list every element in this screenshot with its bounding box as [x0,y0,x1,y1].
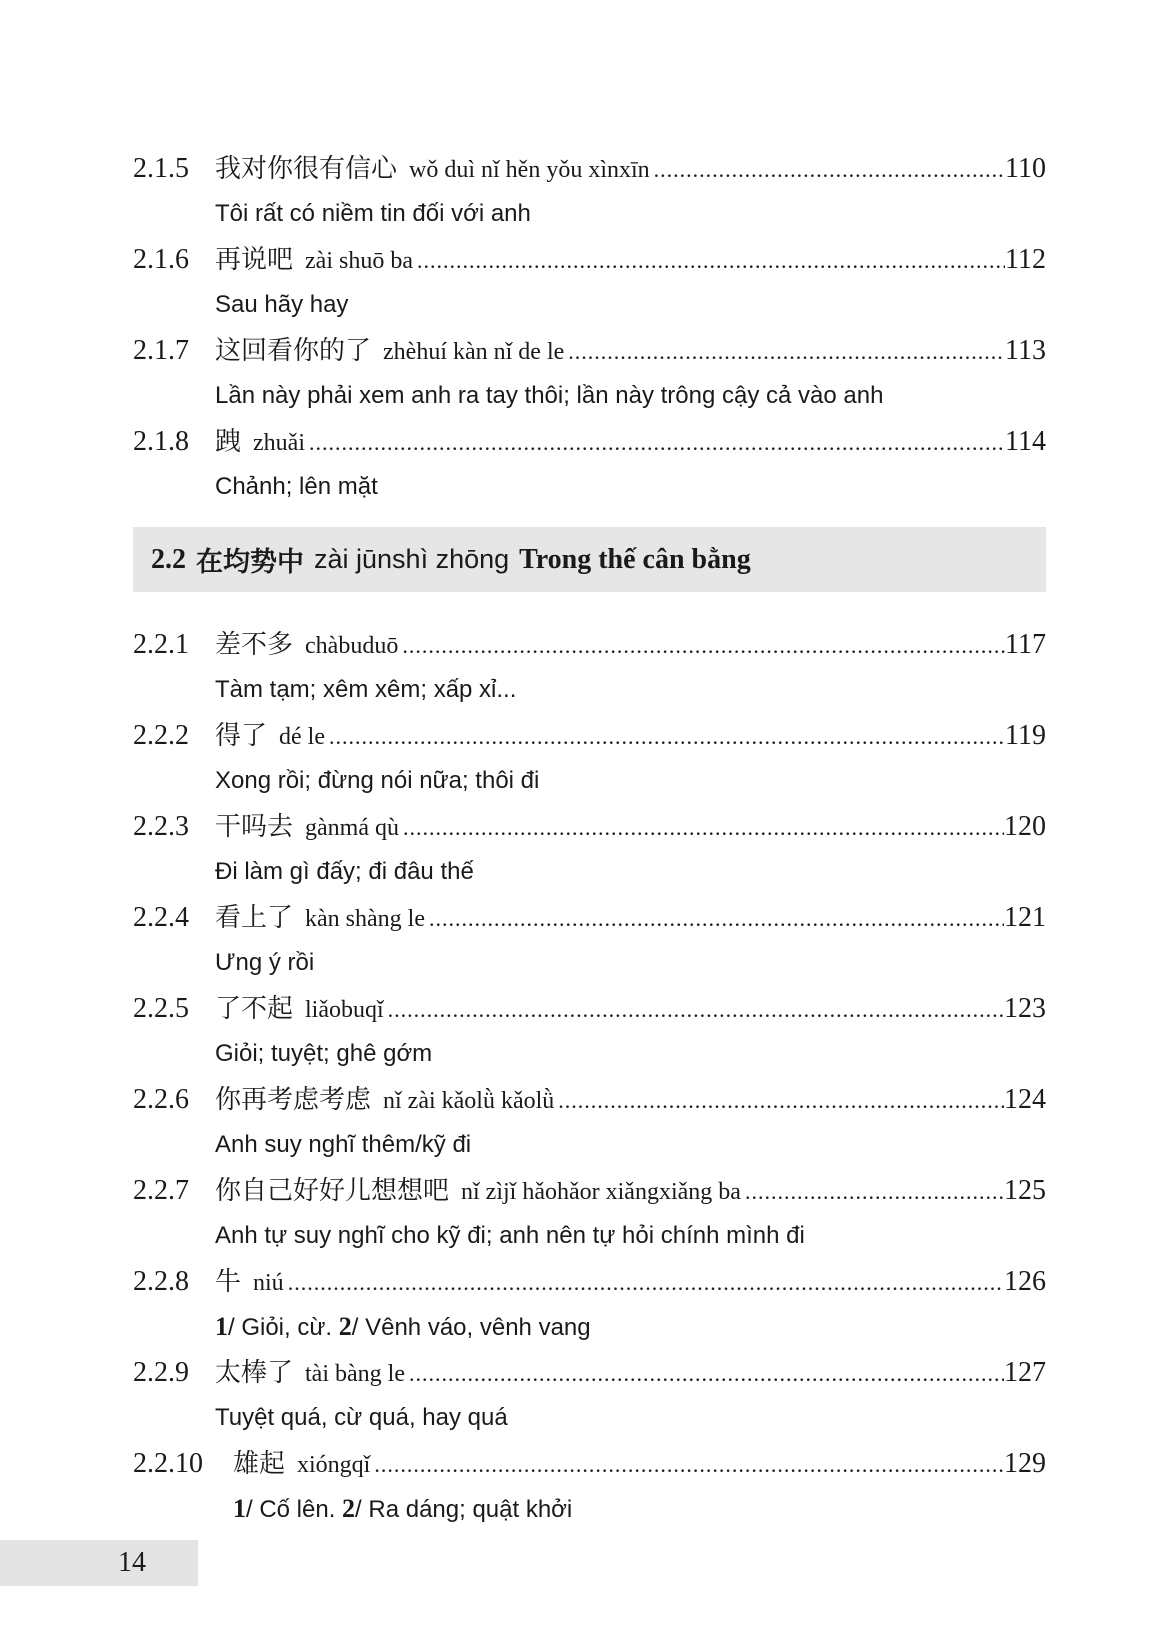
dot-leader [384,987,1004,1032]
entry-translation: Tuyệt quá, cừ quá, hay quá [215,1404,508,1431]
toc-entry[interactable] [133,986,1046,1077]
entry-number: 2.2.10 [133,1448,203,1479]
entry-pinyin: niú [253,1270,284,1296]
entry-page-number: 120 [1004,811,1046,842]
toc-entry[interactable] [133,1077,1046,1168]
dot-leader [650,147,1005,192]
toc-entry[interactable] [133,146,1046,237]
toc-group-2-1 [133,146,1046,510]
entry-number: 2.2.8 [133,1266,189,1297]
dot-leader [564,329,1005,374]
entry-chinese: 再说吧 [215,245,294,275]
entry-pinyin: chàbuduō [305,633,399,659]
entry-translation: Anh tự suy nghĩ cho kỹ đi; anh nên tự hỏi chính mình đi [215,1222,805,1249]
entry-translation: Xong rồi; đừng nói nữa; thôi đi [215,767,540,794]
entry-translation: Lần này phải xem anh ra tay thôi; lần này trông cậy cả vào anh [215,382,884,409]
translation-part: / Giỏi, cừ. [228,1314,339,1341]
dot-leader [398,623,1005,668]
entry-page-number: 113 [1005,335,1046,366]
dot-leader [399,805,1004,850]
entry-chinese: 差不多 [215,630,294,660]
entry-number: 2.2.9 [133,1357,189,1388]
section-chinese: 在均势中 [196,547,304,578]
entry-pinyin: kàn shàng le [305,906,425,932]
toc-entry[interactable] [133,1168,1046,1259]
entry-pinyin: nǐ zìjǐ hǎohǎor xiǎngxiǎng ba [461,1179,741,1205]
entry-page-number: 124 [1004,1084,1046,1115]
entry-chinese: 太棒了 [215,1358,294,1388]
toc-entry[interactable] [133,237,1046,328]
entry-number: 2.2.4 [133,902,189,933]
list-marker: 2 [338,1312,352,1341]
dot-leader [425,896,1004,941]
dot-leader [413,238,1005,283]
dot-leader [554,1078,1004,1123]
toc-entry[interactable] [133,895,1046,986]
toc-group-2-2 [133,622,1046,1532]
entry-page-number: 127 [1004,1357,1046,1388]
entry-translation: Anh suy nghĩ thêm/kỹ đi [215,1131,472,1158]
toc-entry[interactable] [133,1259,1046,1350]
entry-pinyin: zhèhuí kàn nǐ de le [383,339,565,365]
entry-chinese: 这回看你的了 [215,336,372,366]
toc-entry[interactable] [133,419,1046,510]
list-marker: 1 [215,1312,228,1341]
section-header[interactable] [133,527,1046,592]
toc-entry[interactable] [133,622,1046,713]
dot-leader [405,1351,1004,1396]
entry-chinese: 你再考虑考虑 [215,1085,372,1115]
entry-chinese: 看上了 [215,903,294,933]
entry-number: 2.1.5 [133,153,189,184]
entry-translation: Tôi rất có niềm tin đối với anh [215,200,531,227]
entry-translation: Ưng ý rồi [215,949,315,976]
toc-entry[interactable] [133,713,1046,804]
entry-number: 2.2.5 [133,993,189,1024]
entry-pinyin: liǎobuqǐ [305,997,384,1023]
entry-pinyin: gànmá qù [305,815,399,841]
list-marker: 2 [342,1494,356,1523]
entry-chinese: 牛 [215,1267,242,1297]
toc-entry[interactable] [133,1350,1046,1441]
entry-translation: Sau hãy hay [215,291,349,318]
section-title: Trong thế cân bằng [519,543,751,575]
page-number: 14 [118,1547,146,1578]
entry-page-number: 119 [1005,720,1046,751]
toc-entry[interactable] [133,1441,1046,1532]
entry-page-number: 110 [1005,153,1046,184]
entry-pinyin: xióngqǐ [297,1452,371,1478]
entry-pinyin: zhuǎi [253,430,305,456]
entry-pinyin: wǒ duì nǐ hěn yǒu xìnxīn [409,157,650,183]
entry-number: 2.1.6 [133,244,189,275]
entry-chinese: 跩 [215,427,242,457]
toc-entry[interactable] [133,328,1046,419]
entry-number: 2.2.1 [133,629,189,660]
entry-page-number: 123 [1004,993,1046,1024]
dot-leader [741,1169,1004,1214]
entry-page-number: 114 [1005,426,1046,457]
entry-chinese: 了不起 [215,994,294,1024]
entry-pinyin: zài shuō ba [305,248,413,274]
entry-pinyin: tài bàng le [305,1361,405,1387]
entry-pinyin: nǐ zài kǎolǜ kǎolǜ [383,1088,555,1114]
entry-translation [133,1487,1046,1531]
translation-part: / Ra dáng; quật khởi [355,1496,573,1523]
entry-number: 2.2.6 [133,1084,189,1115]
entry-number: 2.1.8 [133,426,189,457]
section-pinyin: zài jūnshì zhōng [314,544,510,574]
entry-chinese: 我对你很有信心 [215,154,398,184]
entry-pinyin: dé le [279,724,325,750]
entry-number: 2.2.3 [133,811,189,842]
entry-chinese: 雄起 [233,1449,286,1479]
entry-translation: Chảnh; lên mặt [215,473,378,500]
list-marker: 1 [233,1494,246,1523]
entry-number: 2.2.7 [133,1175,189,1206]
page-footer [0,1540,198,1586]
entry-chinese: 得了 [215,721,268,751]
dot-leader [305,420,1005,465]
entry-page-number: 112 [1005,244,1046,275]
entry-page-number: 126 [1004,1266,1046,1297]
entry-translation: Đi làm gì đấy; đi đâu thế [215,858,474,885]
entry-translation: Tàm tạm; xêm xêm; xấp xỉ... [215,676,517,703]
entry-chinese: 你自己好好儿想想吧 [215,1176,450,1206]
entry-translation: Giỏi; tuyệt; ghê gớm [215,1040,433,1067]
translation-part: / Vênh váo, vênh vang [351,1314,591,1341]
entry-page-number: 121 [1004,902,1046,933]
translation-part: / Cố lên. [246,1496,343,1523]
entry-page-number: 117 [1005,629,1046,660]
entry-number: 2.1.7 [133,335,189,366]
dot-leader [370,1442,1004,1487]
entry-page-number: 129 [1004,1448,1046,1479]
dot-leader [284,1260,1004,1305]
entry-number: 2.2.2 [133,720,189,751]
entry-page-number: 125 [1004,1175,1046,1206]
section-number: 2.2 [151,543,186,575]
dot-leader [325,714,1005,759]
entry-chinese: 干吗去 [215,812,294,842]
entry-translation [133,1305,1046,1349]
toc-entry[interactable] [133,804,1046,895]
